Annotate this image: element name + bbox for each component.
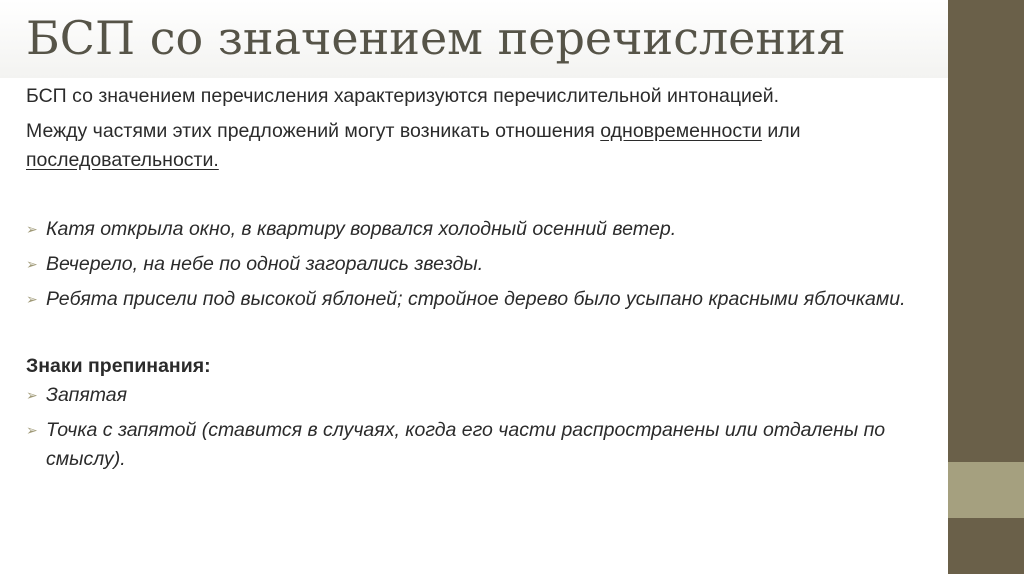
arrow-bullet-icon: ➢ [26, 256, 38, 272]
relations-text: Между частями этих предложений могут возникать отношения [26, 120, 601, 142]
list-item [26, 285, 926, 314]
punctuation-text: Запятая [46, 384, 128, 406]
arrow-bullet-icon: ➢ [26, 387, 38, 403]
list-item [26, 250, 926, 279]
arrow-bullet-icon: ➢ [26, 221, 38, 237]
examples-list [26, 215, 926, 314]
term-sequence: последовательности. [26, 149, 219, 171]
punctuation-heading: Знаки препинания: [26, 355, 211, 377]
arrow-bullet-icon: ➢ [26, 291, 38, 307]
example-text: Катя открыла окно, в квартиру ворвался холодный осенний ветер. [46, 218, 677, 240]
paragraph-definition: БСП со значением перечисления характеризуются перечислительной интонацией. [26, 85, 780, 107]
slide-content [26, 82, 926, 480]
list-item [26, 416, 926, 474]
punctuation-list [26, 381, 926, 474]
decorative-sidebar-accent [948, 462, 1024, 518]
relations-connector: или [761, 120, 801, 142]
list-item [26, 215, 926, 244]
punctuation-text: Точка с запятой (ставится в случаях, когда его части распространены или отдалены по смыслу). [46, 419, 886, 470]
arrow-bullet-icon: ➢ [26, 422, 38, 438]
example-text: Ребята присели под высокой яблоней; стройное дерево было усыпано красными яблочками. [46, 288, 906, 310]
example-text: Вечерело, на небе по одной загорались звезды. [46, 253, 484, 275]
term-simultaneity: одновременности [600, 120, 762, 142]
list-item [26, 381, 926, 410]
paragraph-relations [26, 117, 926, 175]
title-band [0, 0, 948, 78]
slide-title: БСП со значением перечисления [26, 11, 846, 65]
